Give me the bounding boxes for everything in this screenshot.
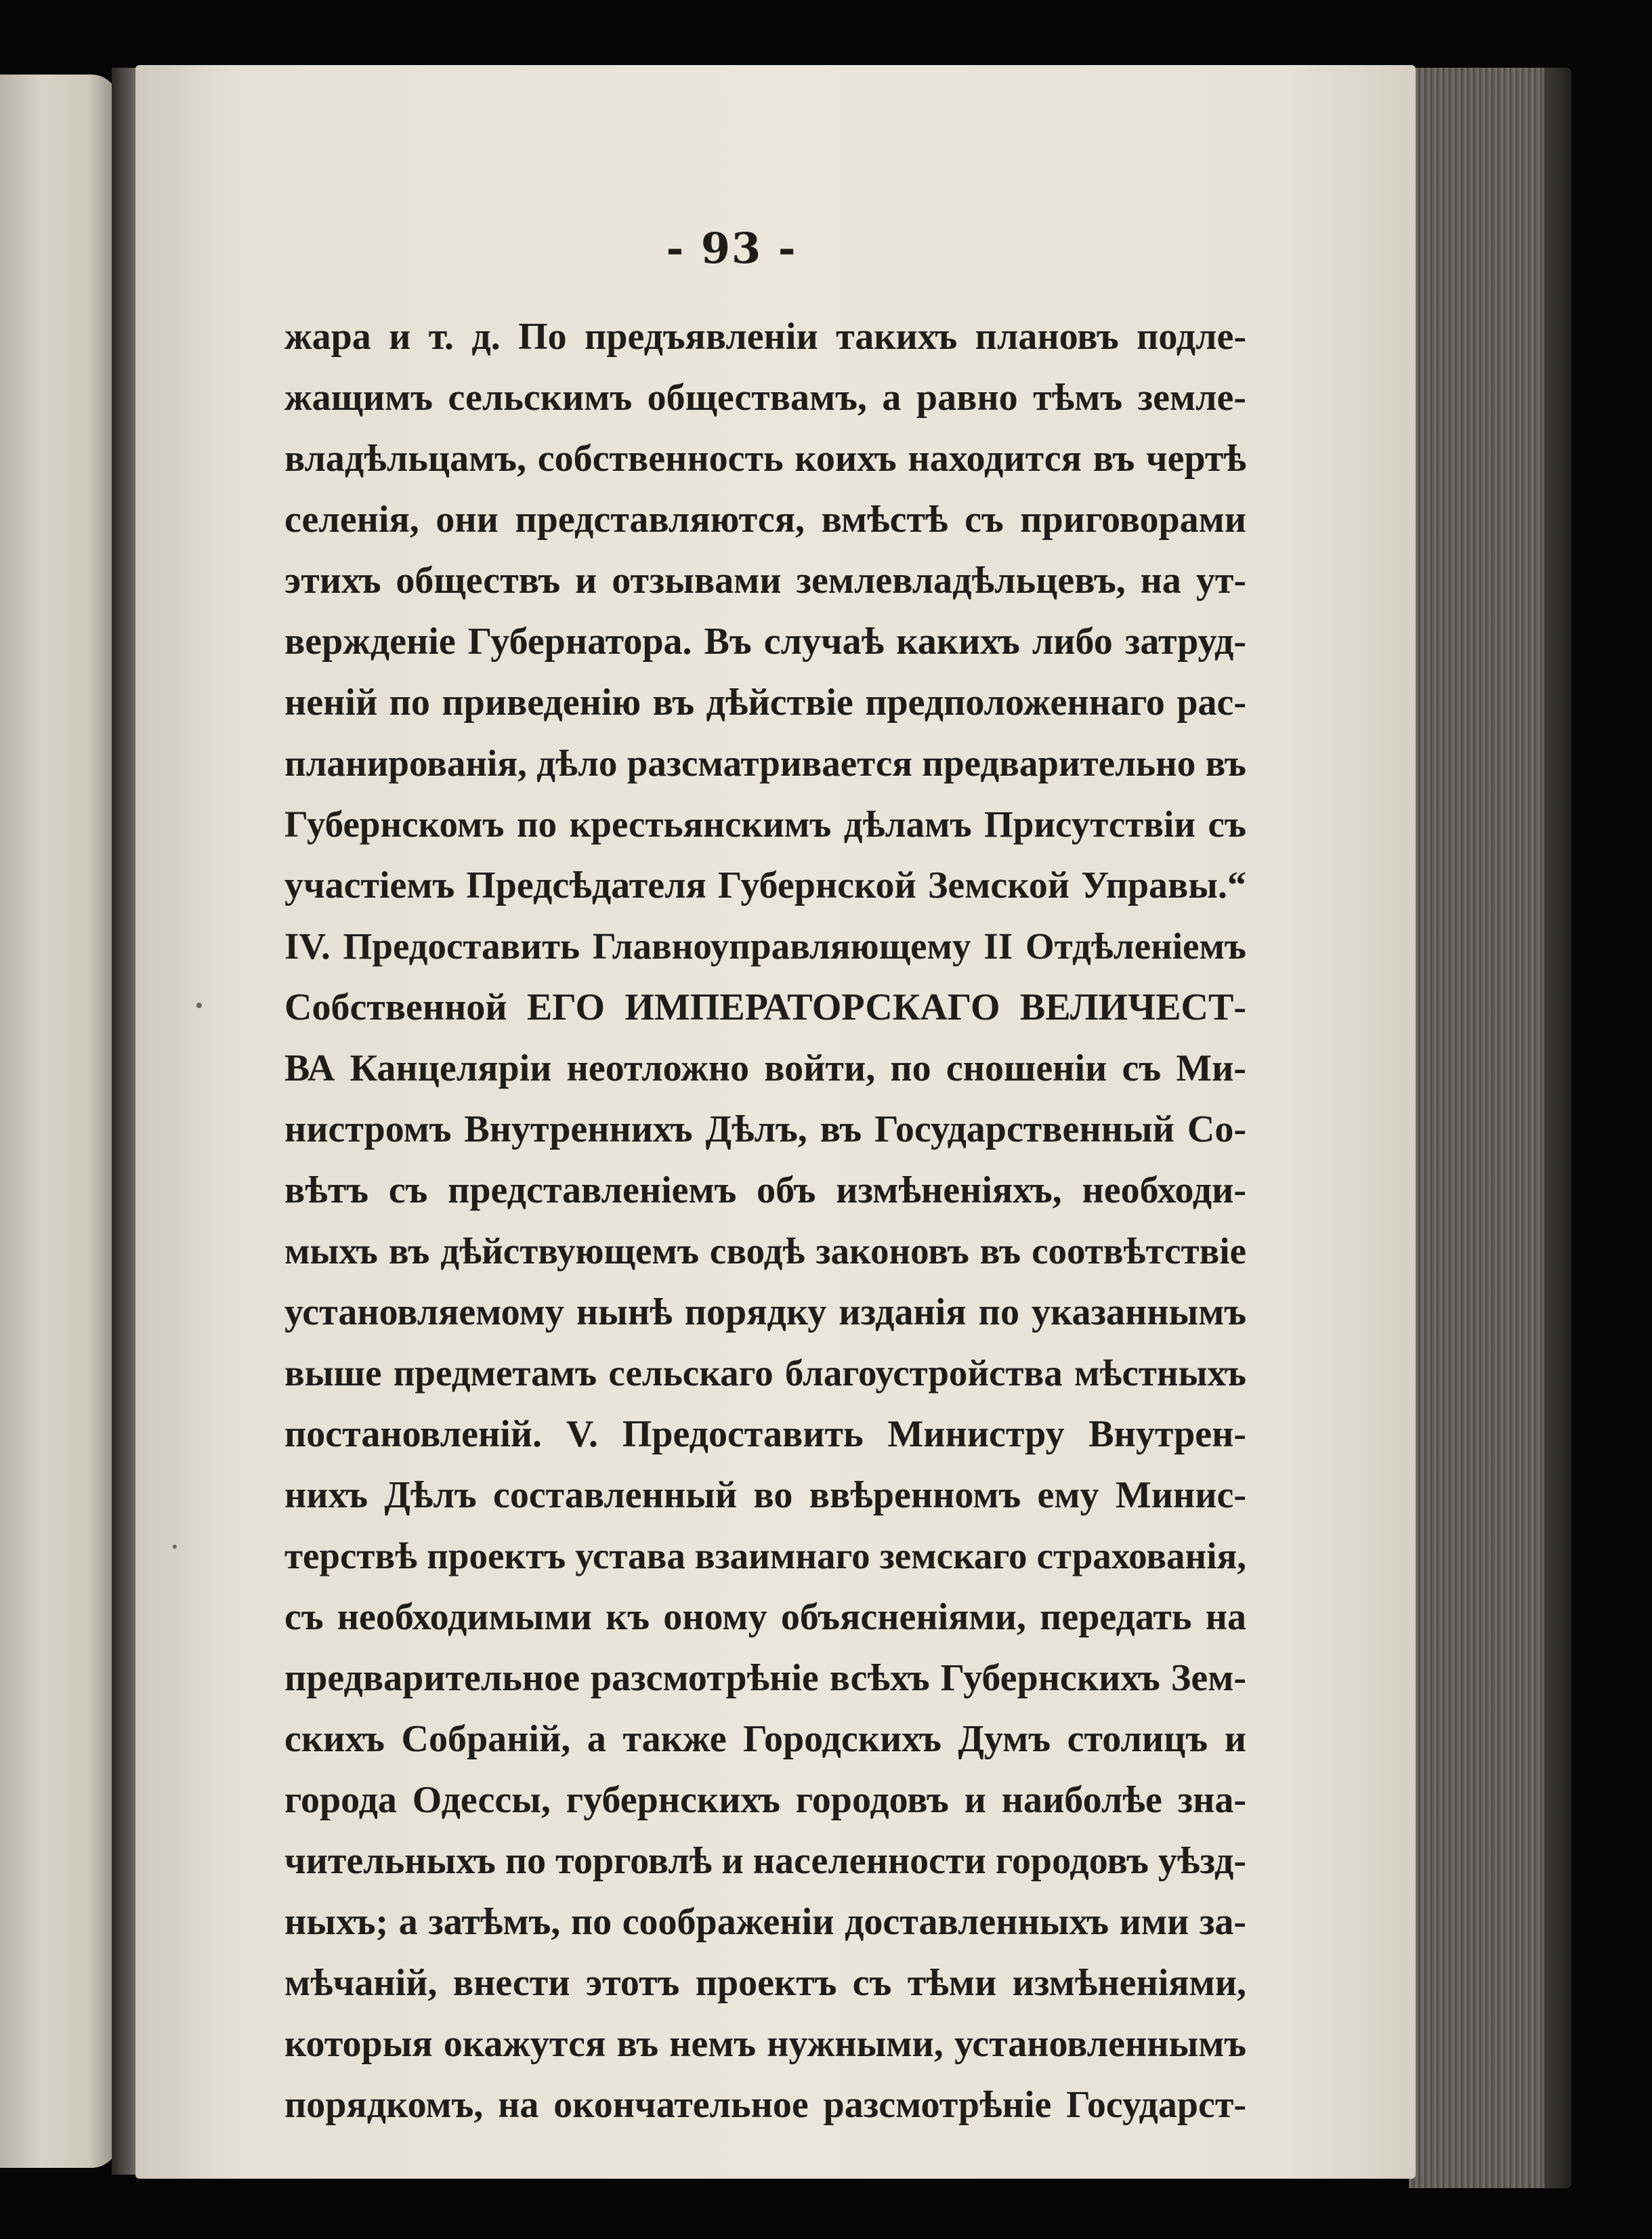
text-line: участіемъ Предсѣдателя Губернской Земской Управы.“ bbox=[284, 864, 1246, 906]
text-line: вержденіе Губернатора. Въ случаѣ какихъ либо затруд- bbox=[284, 621, 1246, 663]
text-line: жащимъ сельскимъ обществамъ, а равно тѣмъ земле- bbox=[284, 377, 1246, 419]
book-page-edges bbox=[1409, 68, 1571, 2188]
text-line: нистромъ Внутреннихъ Дѣлъ, въ Государственный Со- bbox=[284, 1108, 1246, 1150]
text-line: этихъ обществъ и отзывами землевладѣльцевъ, на ут- bbox=[284, 560, 1246, 602]
text-line: терствѣ проектъ устава взаимнаго земскаго страхованія, bbox=[284, 1535, 1246, 1576]
page-number: - 93 - bbox=[666, 224, 797, 273]
text-line: Губернскомъ по крестьянскимъ дѣламъ Присутствіи съ bbox=[284, 803, 1246, 845]
text-line: постановленій. V. Предоставить Министру Внутрен- bbox=[284, 1413, 1246, 1455]
paper-speck bbox=[196, 1003, 202, 1008]
text-line: владѣльцамъ, собственность коихъ находится въ чертѣ bbox=[284, 438, 1246, 480]
text-line: IV. Предоставить Главноуправляющему II Отдѣленіемъ bbox=[284, 925, 1246, 967]
text-line: планированія, дѣло разсматривается предварительно въ bbox=[284, 742, 1246, 784]
text-line: ВА Канцеляріи неотложно войти, по сношеніи съ Ми- bbox=[284, 1047, 1246, 1089]
left-page-edge bbox=[0, 75, 119, 2168]
text-line: предварительное разсмотрѣніе всѣхъ Губернскихъ Зем- bbox=[284, 1657, 1246, 1699]
text-line: селенія, они представляются, вмѣстѣ съ приговорами bbox=[284, 499, 1246, 541]
text-line: выше предметамъ сельскаго благоустройства мѣстныхъ bbox=[284, 1352, 1246, 1394]
text-line: съ необходимыми къ оному объясненіями, передать на bbox=[284, 1596, 1246, 1638]
body-text bbox=[284, 306, 1246, 2135]
text-line: Собственной ЕГО ИМПЕРАТОРСКАГО ВЕЛИЧЕСТ- bbox=[284, 986, 1246, 1028]
text-line: ныхъ; а затѣмъ, по соображеніи доставленныхъ ими за- bbox=[284, 1901, 1246, 1943]
text-line: установляемому нынѣ порядку изданія по указаннымъ bbox=[284, 1291, 1246, 1333]
paper-speck bbox=[173, 1545, 177, 1549]
text-line: мѣчаній, внести этотъ проектъ съ тѣми измѣненіями, bbox=[284, 1962, 1246, 2004]
text-line: которыя окажутся въ немъ нужными, установленнымъ bbox=[284, 2023, 1246, 2065]
text-line: города Одессы, губернскихъ городовъ и наиболѣе зна- bbox=[284, 1779, 1246, 1821]
text-line: чительныхъ по торговлѣ и населенности городовъ уѣзд- bbox=[284, 1840, 1246, 1882]
text-line: скихъ Собраній, а также Городскихъ Думъ столицъ и bbox=[284, 1718, 1246, 1760]
text-line: вѣтъ съ представленіемъ объ измѣненіяхъ, необходи- bbox=[284, 1169, 1246, 1211]
text-line: порядкомъ, на окончательное разсмотрѣніе Государст- bbox=[284, 2084, 1246, 2126]
text-line: неній по приведенію въ дѣйствіе предположеннаго рас- bbox=[284, 682, 1246, 724]
text-line: мыхъ въ дѣйствующемъ сводѣ законовъ въ соотвѣтствіе bbox=[284, 1230, 1246, 1272]
text-line: жара и т. д. По предъявленіи такихъ плановъ подле- bbox=[284, 316, 1246, 358]
text-line: нихъ Дѣлъ составленный во ввѣренномъ ему Минис- bbox=[284, 1474, 1246, 1516]
